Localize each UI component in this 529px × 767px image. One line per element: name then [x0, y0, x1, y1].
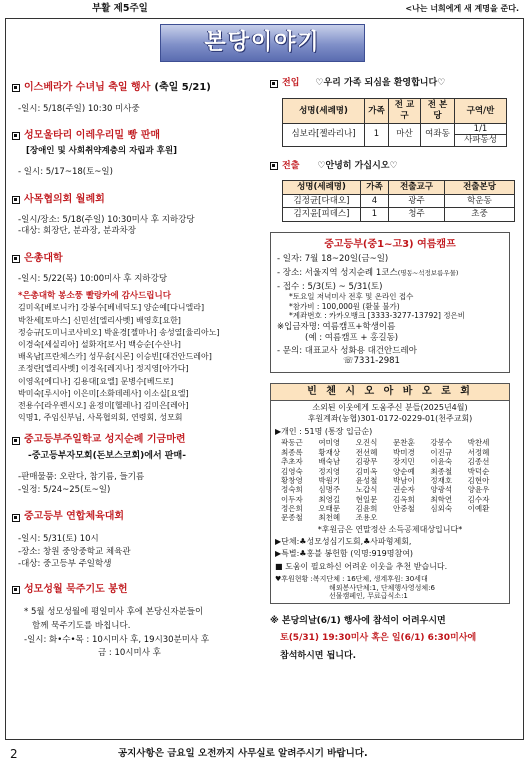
- donor-name: 배숙남: [318, 457, 341, 467]
- camp-l8: (예 : 여름캠프 + 홍길동): [305, 333, 399, 343]
- donor-name: 이진규: [430, 447, 453, 457]
- donor-name: 김현아: [467, 475, 490, 485]
- meeting-line2: -대상: 회장단, 분과장, 분과차장: [18, 226, 136, 236]
- transfer-out-label: 전출: [282, 160, 300, 171]
- donor-name: 양광석: [430, 485, 453, 495]
- donor-name: 김미옥: [355, 466, 378, 476]
- donor-name: 박남이: [392, 475, 415, 485]
- donor-line: 배옥남[프란체스카] 성무송[시몬] 이승빈[대건안드레아]: [18, 352, 212, 362]
- rosary-l4: 금 : 10시미사 후: [98, 648, 161, 659]
- table-header-cell: 전출교구: [389, 181, 445, 195]
- donor-name: 서정혜: [467, 447, 490, 457]
- donor-name: 이예환: [467, 504, 490, 513]
- camp-title: 중고등부(중1~고3) 여름캠프: [324, 238, 456, 250]
- feast-heading: [12, 82, 268, 95]
- univ-thanks: *은총대학 봉소풍 빨랑카에 감사드립니다: [18, 290, 171, 301]
- transfer-in-heading: [270, 78, 520, 89]
- table-cell: 1: [361, 208, 389, 222]
- donor-name: 전선혜: [355, 447, 378, 457]
- transfer-in-table: [282, 98, 507, 147]
- donor-line: 박미숙[루시아] 이은미[소화데레사] 이소실[요엘]: [18, 388, 189, 398]
- camp-l4: *토요일 저녁미사 전후 및 온라인 접수: [289, 292, 414, 302]
- rosary-heading: [12, 584, 268, 597]
- table-header-cell: 가족: [361, 181, 389, 195]
- donor-name: 김종선: [467, 457, 490, 467]
- table-cell: 학운동: [445, 194, 515, 208]
- donor-name: 조용오: [355, 513, 378, 523]
- donor-name: 박미경: [392, 447, 415, 457]
- table-cell: 청주: [389, 208, 445, 222]
- camp-l6: *계좌번호 : 카카오뱅크 [3333-3277-13792] 정은비: [289, 311, 466, 320]
- donor-name: 박원기: [318, 475, 341, 485]
- donor-name: 최영길: [318, 494, 341, 504]
- sports-l3: -대상: 중고등부 주일학생: [18, 559, 112, 570]
- camp-l1: - 일자: 7월 18~20일(금~일): [277, 254, 389, 265]
- table-header-cell: 전출본당: [445, 181, 515, 195]
- bullet-square-icon: [270, 162, 278, 170]
- donor-name: 김영숙: [281, 466, 303, 476]
- bread-heading: [12, 130, 268, 143]
- donor-name: 정은희: [281, 504, 303, 513]
- table-cell: 초중: [445, 208, 515, 222]
- table-header-cell: 성명(세례명): [283, 99, 365, 123]
- vincent-l5: ▶단체:♣성모성심기도회,♣사파형제회,: [275, 536, 412, 546]
- vincent-l2: 후원계좌(농협)301-0172-0229-01(천주교회): [307, 414, 473, 424]
- univ-heading: [12, 253, 268, 266]
- donor-name: 권순자: [392, 485, 415, 495]
- donor-name: 안중철: [392, 504, 415, 513]
- table-cell: 4: [361, 194, 389, 208]
- camp-l5: *참가비 : 100,000원 (환불 불가): [289, 301, 400, 311]
- transfer-in-label: 전입: [282, 78, 300, 88]
- top-bar: [0, 0, 529, 18]
- table-cell: 김정균[다대오]: [283, 194, 361, 208]
- meeting-line1: -일시/장소: 5/18(주일) 10:30미사 후 지하강당: [18, 215, 195, 226]
- camp-l10: ☏7331-2981: [343, 356, 400, 367]
- vincent-l4: *후원금은 연말정산 소득공제대상입니다*: [317, 524, 463, 534]
- transfer-out-bye: ♡안녕히 가십시오♡: [317, 160, 398, 171]
- bullet-square-icon: [270, 80, 278, 88]
- table-cell: 광주: [389, 194, 445, 208]
- donor-name: 여미영: [318, 438, 341, 448]
- table-cell: 김지윤[피데스]: [283, 208, 361, 222]
- vincent-title: 빈 첸 시 오 아 바 오 로 회: [271, 384, 509, 402]
- donor-name: 정재호: [430, 475, 453, 485]
- vincent-l10: 선물캠페인, 무료급식소:1: [329, 592, 408, 601]
- vincent-l8: ♥후원현황 :복지단체 : 16단체, 생계후원: 30세대: [275, 574, 428, 583]
- week-label: 부활 제5주일: [92, 3, 148, 14]
- donor-name: 현일문: [355, 494, 378, 504]
- vincent-l6: ▶특별:♣홍블 봉헌함 (익명:919명참여): [275, 548, 414, 558]
- rosary-l3: -일시: 화•수•목 : 10시미사 후, 19시30분미사 후: [24, 634, 210, 645]
- vincent-l9: 해외봉사단체:1, 단체행사영성체:6: [329, 583, 435, 592]
- bread-sub: [장애인 및 사회취약계층의 자립과 후원]: [26, 145, 177, 156]
- middle-sub: -중고등부자모회(돈보스코회)에서 판매-: [28, 450, 186, 461]
- donor-name: 최종록: [281, 447, 303, 457]
- notice-l1: ※ 본당의날(6/1) 행사에 참석이 어려우시면: [270, 616, 446, 626]
- camp-l9: - 문의: 대표교사 성화용 대건안드레아: [277, 345, 417, 356]
- donor-name: 김수자: [467, 494, 490, 504]
- transfer-out-heading: [270, 161, 520, 172]
- vincent-box: [270, 383, 510, 604]
- feast-title: 이스베라가 수녀님 축일 행사: [24, 82, 151, 93]
- donor-name: 강봉수: [430, 438, 453, 448]
- middle-heading: [12, 434, 268, 447]
- bullet-square-icon: [12, 586, 20, 594]
- camp-l3: - 접수 : 5/3(토) ~ 5/31(토): [277, 281, 383, 292]
- donor-name: 김광무: [355, 457, 378, 467]
- donor-name: 곽동근: [281, 438, 303, 448]
- donor-name: 윤성철: [355, 475, 378, 485]
- donor-name: 정지영: [318, 466, 341, 476]
- camp-l2a: - 장소: 서울지역 성지순례 1코스: [277, 268, 398, 278]
- table-row: [283, 208, 515, 222]
- donor-name: 심명주: [318, 485, 341, 495]
- meeting-title: 사목협의회 월례회: [24, 193, 105, 205]
- footer-notice: 공지사항은 금요일 오전까지 사무실로 알려주시기 바랍니다.: [118, 748, 368, 759]
- table-row: [283, 194, 515, 208]
- donor-name: 이두자: [281, 494, 303, 504]
- donor-name: 박덕순: [467, 466, 490, 476]
- rosary-l2: 함께 묵주기도를 바칩니다.: [32, 620, 131, 631]
- donor-name: 최학연: [430, 494, 453, 504]
- middle-item: -판매물품: 오란다, 참기름, 들기름: [18, 472, 145, 483]
- transfer-in-welcome: ♡우리 가족 되심을 환영합니다♡: [315, 78, 446, 88]
- donor-name: 김윤희: [355, 504, 378, 513]
- donor-grid: [271, 438, 509, 522]
- bullet-square-icon: [12, 132, 20, 140]
- feast-date: (축일 5/21): [154, 82, 211, 93]
- table-cell: 마산: [389, 123, 421, 146]
- vincent-l1: 소외된 이웃에게 도움주신 분들(2025년4월): [312, 403, 468, 413]
- sports-heading: [12, 511, 268, 524]
- title-banner: [160, 24, 365, 62]
- meeting-heading: [12, 194, 268, 207]
- donor-line: 조정란[엘리사벳] 이경옥[레지나] 정지영[아가다]: [18, 364, 189, 374]
- donor-line: 박찬세[토마스] 신민선[엘리사벳] 배영호[요한]: [18, 315, 181, 325]
- bullet-square-icon: [12, 514, 20, 522]
- donor-name: 황재상: [318, 447, 341, 457]
- donor-line: 이경숙[세실리아] 설화자[로사] 백승순[수산나]: [18, 339, 181, 349]
- donor-name: 장지민: [392, 457, 415, 467]
- bullet-square-icon: [12, 255, 20, 263]
- donor-name: 양윤우: [467, 485, 490, 495]
- donor-name: 양순예: [392, 466, 415, 476]
- middle-date: -일정: 5/24~25(토~일): [18, 484, 111, 495]
- donor-name: 최종철: [430, 466, 453, 476]
- table-cell: 여좌동: [421, 123, 455, 146]
- bread-title: 성모울타리 이레우리밀 빵 판매: [24, 130, 161, 142]
- table-header-cell: 구역/반: [455, 99, 507, 123]
- donor-name: 황창영: [281, 475, 303, 485]
- donor-name: 추초자: [281, 457, 303, 467]
- table-cell: 1: [365, 123, 389, 146]
- donor-list: [18, 302, 268, 424]
- donor-name: 김옥희: [392, 494, 415, 504]
- donor-name: 문종철: [281, 513, 303, 523]
- sports-title: 중고등부 연합체육대회: [24, 511, 125, 523]
- left-column: [12, 78, 268, 659]
- univ-line: -일시: 5/22(목) 10:00미사 후 지하강당: [18, 274, 168, 285]
- motto-label: <나는 너희에게 새 계명을 준다.: [405, 4, 519, 13]
- table-header-cell: 전 교구: [389, 99, 421, 123]
- donor-name: 최천혜: [318, 513, 341, 523]
- page-number: 2: [10, 747, 18, 761]
- donor-name: 심외숙: [430, 504, 453, 513]
- camp-l2b: (명동~석정보름우물): [397, 269, 459, 277]
- table-cell: 사파동성: [455, 135, 507, 147]
- table-header-cell: 가족: [365, 99, 389, 123]
- table-cell: 심보라[젤라리나]: [283, 123, 365, 146]
- camp-l7: ※입금자명: 여름캠프+학생이름: [277, 322, 396, 333]
- donor-line: 김미옥[베로니카] 강봉수[베네딕도] 양순예[다니엘라]: [18, 303, 205, 313]
- right-column: [270, 78, 520, 662]
- donor-name: 박찬세: [467, 438, 490, 448]
- table-header-cell: 전 본당: [421, 99, 455, 123]
- rosary-title: 성모성월 묵주기도 봉헌: [24, 583, 128, 595]
- univ-title: 은총대학: [24, 252, 63, 264]
- transfer-out-table: [282, 180, 515, 222]
- banner-title: 본당이야기: [204, 30, 321, 56]
- vincent-l7: ■ 도움이 필요하신 어려운 이웃을 추천 받습니다.: [275, 561, 448, 571]
- donor-name: 이윤숙: [430, 457, 453, 467]
- bullet-square-icon: [12, 437, 20, 445]
- table-header-cell: 성명(세례명): [283, 181, 361, 195]
- donor-line: 이영옥[에디나] 김용대[요엘] 문병수[베드로]: [18, 376, 174, 386]
- donor-name: 오태문: [318, 504, 341, 513]
- donor-line: 익명1, 주임신부님, 사목협의회, 연령회, 성모회: [18, 413, 183, 423]
- table-cell: 1/1: [455, 123, 507, 135]
- bullet-square-icon: [12, 84, 20, 92]
- notice-l2: 토(5/31) 19:30미사 혹은 일(6/1) 6:30미사에: [280, 633, 477, 644]
- bread-line: - 일시: 5/17~18(토~일): [18, 167, 113, 178]
- sports-l2: -장소: 창원 중앙중학교 체육관: [18, 546, 131, 557]
- donor-name: 오진식: [355, 438, 378, 448]
- notice-l3: 참석하시면 됩니다.: [280, 650, 357, 661]
- middle-title: 중고등부주일학교 성지순례 기금마련: [24, 434, 186, 446]
- donor-name: 정숙희: [281, 485, 303, 495]
- footer: [0, 745, 529, 765]
- feast-line: -일시: 5/18(주일) 10:30 미사중: [18, 103, 140, 114]
- camp-l2: [277, 268, 503, 279]
- sports-l1: -일시: 5/31(토) 10시: [18, 533, 99, 544]
- donor-line: 전용수[라우렌시오] 윤정미[헬레나] 김미은[레아]: [18, 401, 189, 410]
- donor-line: 정승규[도미니코사비오] 박윤경[젤마나] 송성열[율리아노]: [18, 327, 220, 337]
- summer-camp-box: [270, 232, 510, 373]
- event-notice: [270, 616, 520, 662]
- bullet-square-icon: [12, 196, 20, 204]
- rosary-l1: * 5월 성모성월에 평일미사 후에 본당신자분들이: [24, 607, 204, 618]
- donor-name: 문찬훈: [392, 438, 415, 448]
- donor-name: 노갑식: [355, 485, 378, 495]
- vincent-l3: ▶개인 : 51명 (통장 입금순): [275, 427, 373, 437]
